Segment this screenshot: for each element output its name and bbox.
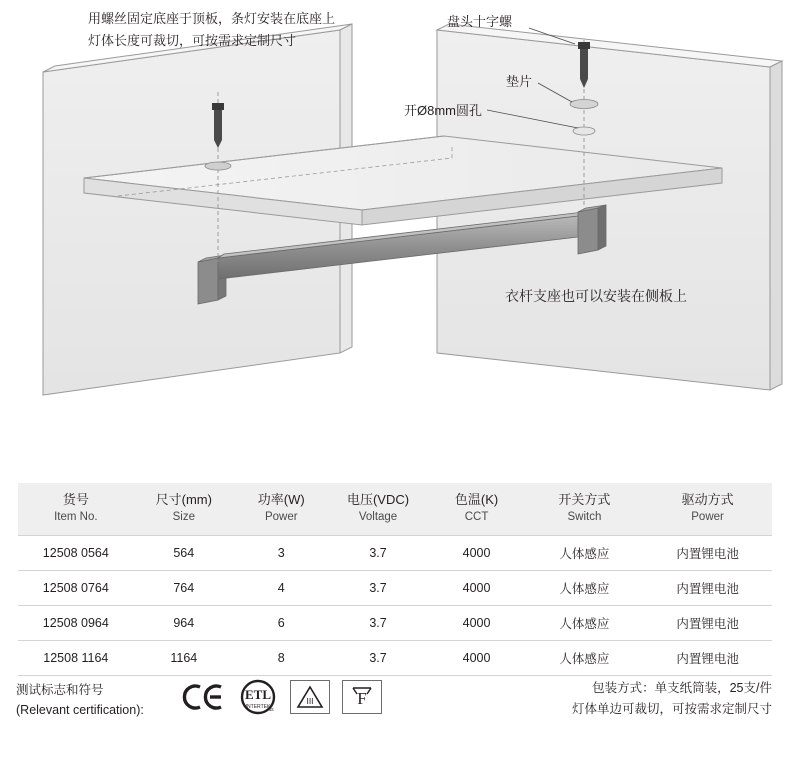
cell-voltage: 3.7 xyxy=(329,571,428,606)
column-header-voltage-en: Voltage xyxy=(358,511,398,523)
column-header-cct xyxy=(427,483,525,536)
label-side-mount-note: 衣杆支座也可以安装在侧板上 xyxy=(505,288,687,304)
certification-label-en: (Relevant certification): xyxy=(16,703,144,717)
etl-mark-svg xyxy=(238,679,278,715)
note-top-line1: 用螺丝固定底座于顶板，条灯安装在底座上 xyxy=(88,11,336,26)
cell-drive: 内置锂电池 xyxy=(643,641,772,676)
column-header-item-no-zh: 货号 xyxy=(62,492,89,507)
column-header-voltage-zh: 电压(VDC) xyxy=(346,492,410,507)
svg-text:F: F xyxy=(357,689,367,708)
label-hole-diameter: 开Ø8mm圆孔 xyxy=(404,103,483,118)
svg-text:INTERTEK: INTERTEK xyxy=(245,704,271,710)
cell-switch: 人体感应 xyxy=(526,536,644,571)
table-row xyxy=(18,536,772,571)
certification-label xyxy=(16,680,144,720)
ce-mark-icon xyxy=(180,680,226,714)
column-header-power-en: Power xyxy=(264,511,298,523)
cell-power: 4 xyxy=(234,571,329,606)
label-pan-head-screw: 盘头十字螺 xyxy=(447,14,513,29)
column-header-size-en: Size xyxy=(172,511,195,523)
cell-drive: 内置锂电池 xyxy=(643,606,772,641)
column-header-size-zh: 尺寸(mm) xyxy=(155,492,212,507)
cell-size: 764 xyxy=(134,571,234,606)
column-header-item-no-en: Item No. xyxy=(54,511,98,523)
cell-voltage: 3.7 xyxy=(329,641,428,676)
cell-item-no: 12508 1164 xyxy=(18,641,134,676)
cell-size: 564 xyxy=(134,536,234,571)
cell-voltage: 3.7 xyxy=(329,606,428,641)
table-header xyxy=(18,483,772,536)
table-row xyxy=(18,606,772,641)
column-header-size xyxy=(134,483,234,536)
cell-size: 1164 xyxy=(134,641,234,676)
svg-text:us: us xyxy=(268,707,274,713)
cell-switch: 人体感应 xyxy=(526,641,644,676)
cell-voltage: 3.7 xyxy=(329,536,428,571)
cell-switch: 人体感应 xyxy=(526,571,644,606)
certification-label-zh: 测试标志和符号 xyxy=(16,683,104,697)
class-iii-mark-icon xyxy=(290,680,330,714)
column-header-voltage xyxy=(329,483,428,536)
etl-mark-icon xyxy=(238,680,278,714)
cell-item-no: 12508 0764 xyxy=(18,571,134,606)
cell-drive: 内置锂电池 xyxy=(643,536,772,571)
column-header-switch-zh: 开关方式 xyxy=(558,492,611,507)
note-top-line2: 灯体长度可裁切，可按需求定制尺寸 xyxy=(88,33,297,48)
footer xyxy=(0,672,790,752)
column-header-drive-en: Power xyxy=(691,511,724,523)
ce-mark-svg xyxy=(180,682,226,712)
table-row xyxy=(18,641,772,676)
cell-cct: 4000 xyxy=(427,606,525,641)
certification-marks xyxy=(180,680,382,714)
cell-power: 8 xyxy=(234,641,329,676)
label-washer: 垫片 xyxy=(506,74,533,89)
column-header-cct-zh: 色温(K) xyxy=(454,492,499,507)
cell-item-no: 12508 0564 xyxy=(18,536,134,571)
column-header-switch-en: Switch xyxy=(567,511,602,523)
column-header-item-no xyxy=(18,483,134,536)
cell-drive: 内置锂电池 xyxy=(643,571,772,606)
note-top-text xyxy=(88,8,335,52)
cell-cct: 4000 xyxy=(427,641,525,676)
f-mark-icon xyxy=(342,680,382,714)
cell-power: 3 xyxy=(234,536,329,571)
cell-power: 6 xyxy=(234,606,329,641)
packing-info-line1: 包装方式：单支纸筒装，25支/件 xyxy=(592,681,772,695)
column-header-drive-zh: 驱动方式 xyxy=(681,492,734,507)
table-header-row xyxy=(18,483,772,536)
svg-text:III: III xyxy=(306,696,314,706)
cell-cct: 4000 xyxy=(427,571,525,606)
svg-text:ETL: ETL xyxy=(244,687,272,702)
cell-size: 964 xyxy=(134,606,234,641)
table-row xyxy=(18,571,772,606)
packing-info-line2: 灯体单边可裁切，可按需求定制尺寸 xyxy=(571,702,772,716)
packing-info xyxy=(572,678,772,720)
class-iii-svg xyxy=(295,684,325,710)
column-header-cct-en: CCT xyxy=(464,511,489,523)
cell-cct: 4000 xyxy=(427,536,525,571)
cell-switch: 人体感应 xyxy=(526,606,644,641)
column-header-drive xyxy=(643,483,772,536)
column-header-power xyxy=(234,483,329,536)
cell-item-no: 12508 0964 xyxy=(18,606,134,641)
table-body xyxy=(18,536,772,676)
f-mark-svg xyxy=(347,684,377,710)
specification-table xyxy=(18,483,772,676)
column-header-switch xyxy=(526,483,644,536)
column-header-power-zh: 功率(W) xyxy=(257,492,305,507)
